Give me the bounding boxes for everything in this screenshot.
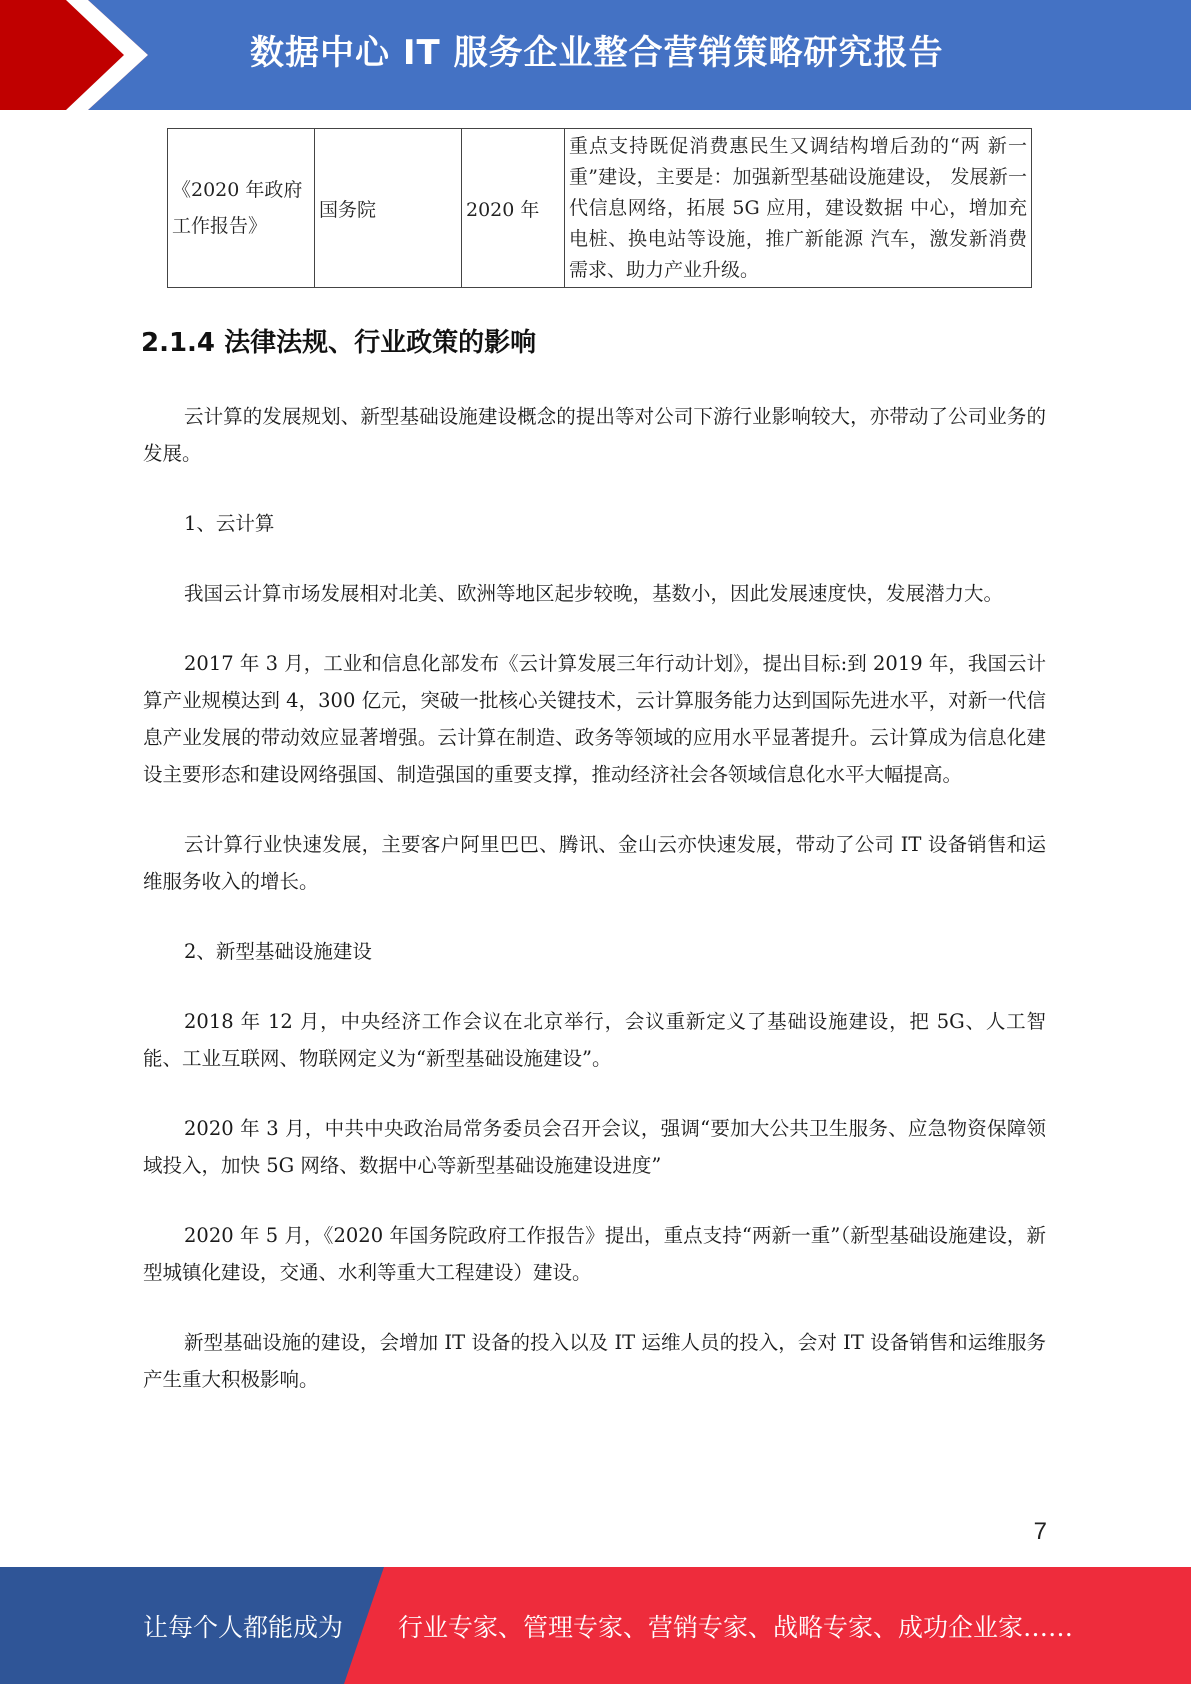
page-header: [0, 0, 1191, 110]
issuer-cell: 国务院: [315, 129, 462, 288]
paragraph: 新型基础设施的建设，会增加 IT 设备的投入以及 IT 运维人员的投入，会对 IT 设备销售和运维服务产生重大积极影响。: [143, 1331, 1046, 1391]
document-name-cell: 《2020 年政府工作报告》: [168, 129, 315, 288]
content-cell: 重点支持既促消费惠民生又调结构增后劲的“两 新一重”建设，主要是：加强新型基础设施建设， 发展新一代信息网络，拓展 5G 应用，建设数据 中心，增加充电桩、换电站等设施，推广新能源 汽车，激发新消费需求、助力产业升级。: [565, 129, 1032, 288]
year-cell: 2020 年: [462, 129, 565, 288]
page-number: 7: [1033, 1518, 1047, 1545]
paragraph: 云计算行业快速发展，主要客户阿里巴巴、腾讯、金山云亦快速发展，带动了公司 IT 设备销售和运维服务收入的增长。: [143, 833, 1046, 893]
body-text: [143, 398, 1046, 1431]
policy-table: [167, 128, 1032, 288]
paragraph: 我国云计算市场发展相对北美、欧洲等地区起步较晚，基数小，因此发展速度快，发展潜力大。: [184, 582, 1004, 605]
paragraph: 2017 年 3 月，工业和信息化部发布《云计算发展三年行动计划》，提出目标:到 2019 年，我国云计算产业规模达到 4，300 亿元，突破一批核心关键技术，云计算服务能力达到国际先进水平，对新一代信息产业发展的带动效应显著增强。云计算在制造、政务等领域的应用水平显著提升。云计算成为信息化建设主要形态和建设网络强国、制造强国的重要支撑，推动经济社会各领域信息化水平大幅提高。: [143, 652, 1046, 786]
list-heading-infrastructure: 2、新型基础设施建设: [184, 940, 372, 963]
footer-slogan-right: 行业专家、管理专家、营销专家、战略专家、成功企业家……: [398, 1613, 1074, 1642]
paragraph: 2020 年 5 月，《2020 年国务院政府工作报告》提出，重点支持“两新一重”（新型基础设施建设，新型城镇化建设，交通、水利等重大工程建设）建设。: [143, 1224, 1046, 1284]
paragraph: 云计算的发展规划、新型基础设施建设概念的提出等对公司下游行业影响较大，亦带动了公司业务的发展。: [143, 405, 1046, 465]
list-heading-cloud: 1、云计算: [184, 512, 275, 535]
report-title: 数据中心 IT 服务企业整合营销策略研究报告: [250, 33, 944, 73]
page-footer: [0, 1567, 1191, 1684]
footer-slogan-left: 让每个人都能成为: [143, 1613, 344, 1642]
section-heading: 2.1.4 法律法规、行业政策的影响: [141, 328, 537, 358]
paragraph: 2018 年 12 月，中央经济工作会议在北京举行，会议重新定义了基础设施建设，把 5G、人工智能、工业互联网、物联网定义为“新型基础设施建设”。: [143, 1010, 1046, 1070]
table-row: [168, 129, 1032, 288]
paragraph: 2020 年 3 月，中共中央政治局常务委员会召开会议，强调“要加大公共卫生服务、应急物资保障领域投入，加快 5G 网络、数据中心等新型基础设施建设进度”: [143, 1117, 1046, 1177]
